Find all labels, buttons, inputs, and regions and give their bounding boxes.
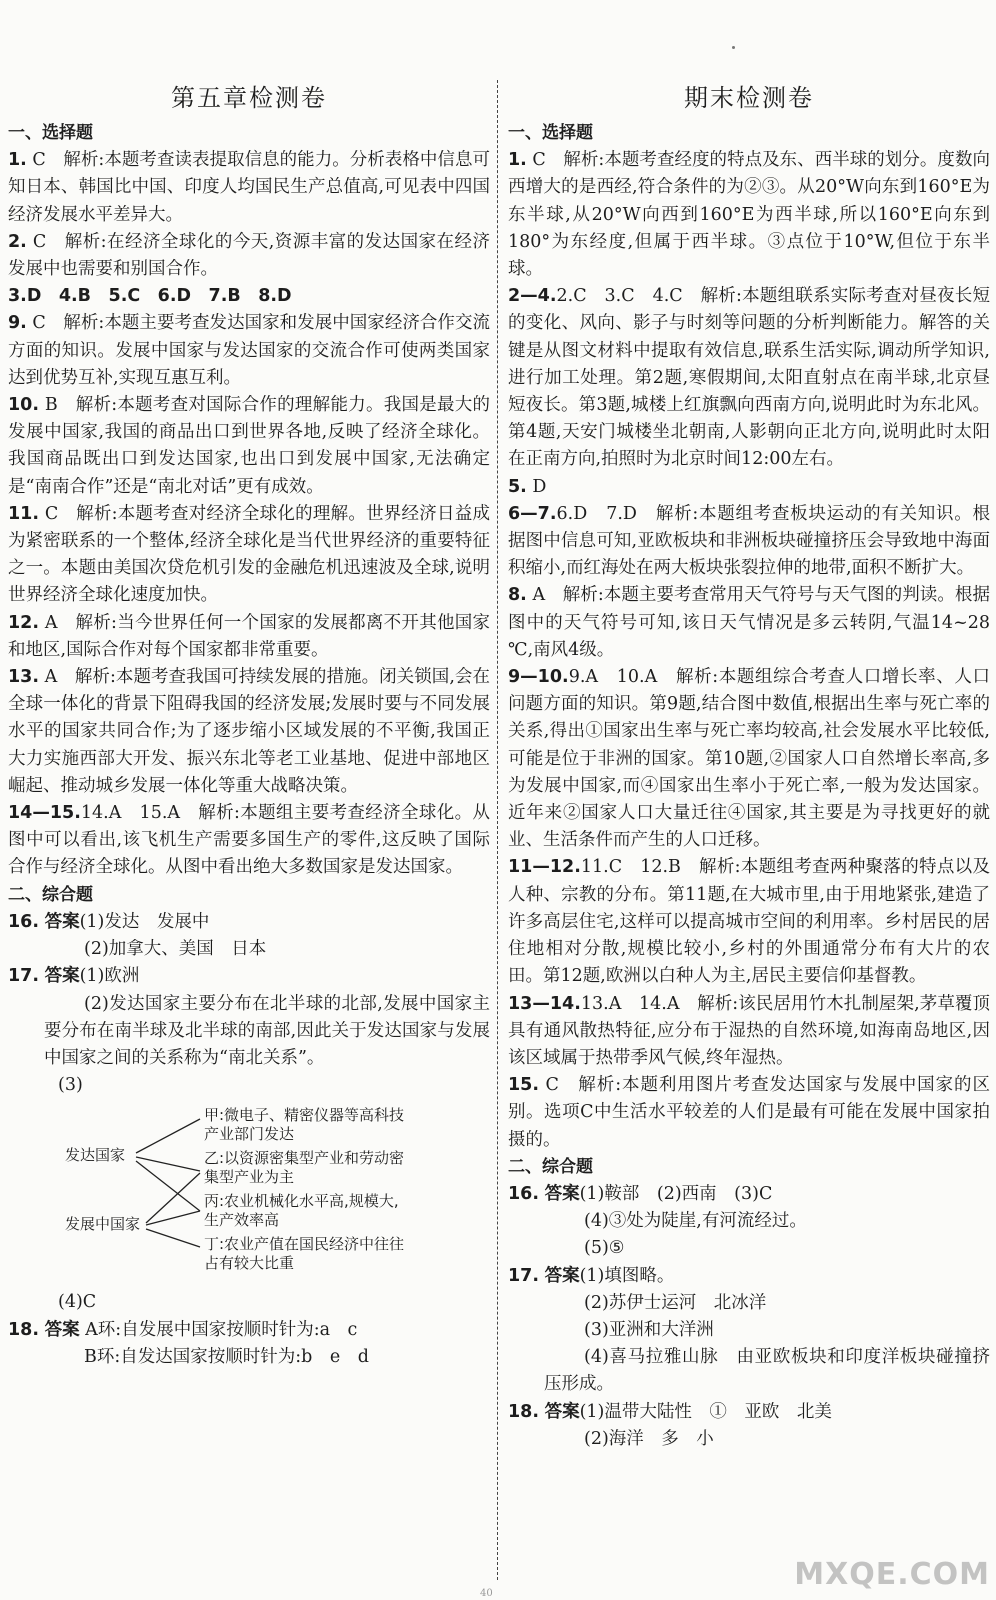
right-column: [508, 78, 990, 1453]
yi-label: 乙:以资源密集型产业和劳动密 集型产业为主: [204, 1149, 405, 1187]
ding-label: 丁:农业产值在国民经济中往往 占有较大比重: [204, 1235, 405, 1273]
left-title: 第五章检测卷: [171, 84, 327, 112]
left-q17-line3: (3): [58, 1075, 83, 1096]
ink-dot: [732, 46, 735, 49]
right-q17-line4: (4)喜马拉雅山脉 由亚欧板块和印度洋板块碰撞挤压形成。: [544, 1347, 990, 1395]
left-q18-line2: B环:自发达国家按顺时针为:b e d: [84, 1346, 369, 1367]
right-item-9-10: 9—10.9.A 10.A 解析:本题组综合考查人口增长率、人口问题方面的知识。第9题,结合图中数值,根据出生率与死亡率的关系,得出①国家出生率与死亡率均较高,社会发展水平比较低,可能是位于非洲的国家。第10题,②国家人口自然增长率高,多为发展中国家,而④国家出生率小于死亡率,一般为发达国家。近年来②国家人口大量迁往④国家,其主要是为寻找更好的就业、生活条件而产生的人口迁移。: [508, 667, 990, 851]
developing-label: 发展中国家: [65, 1215, 141, 1234]
right-section-choice: 一、选择题: [508, 123, 593, 143]
right-item-6-7: 6—7.6.D 7.D 解析:本题组考查板块运动的有关知识。根据图中信息可知,亚欧板块和非洲板块碰撞挤压会导致地中海面积缩小,而红海处在两大板块张裂拉伸的地带,面积不断扩大。: [508, 503, 990, 579]
left-q17: 17. 答案(1)欧洲: [8, 966, 140, 987]
jia-label: 甲:微电子、精密仪器等高科技 产业部门发达: [204, 1106, 405, 1144]
bing-label: 丙:农业机械化水平高,规模大, 生产效率高: [204, 1192, 399, 1230]
watermark-logo: MXQE.COM: [794, 1557, 990, 1592]
right-item-1: 1. C 解析:本题考查经度的特点及东、西半球的划分。度数向西增大的是西经,符合条件的为②③。从20°W向东到160°E为东半球,从20°W向西到160°E为西半球,所以160°E向东到180°为东经度,但属于西半球。③点位于10°W,但位于东半球。: [508, 150, 990, 280]
right-q17: 17. 答案(1)填图略。: [508, 1265, 675, 1286]
left-item-11: 11. C 解析:本题考查对经济全球化的理解。世界经济日益成为紧密联系的一个整体,经济全球化是当代世界经济的重要特征之一。本题由美国次贷危机引发的金融危机迅速波及全球,说明世界经济全球化速度加快。: [8, 503, 490, 606]
left-q17-line2: (2)发达国家主要分布在北半球的北部,发展中国家主要分布在南半球及北半球的南部,因此关于发达国家与发展中国家之间的关系称为“南北关系”。: [44, 993, 490, 1068]
page-number: 40: [480, 1588, 493, 1599]
left-item-12: 12. A 解析:当今世界任何一个国家的发展都离不开其他国家和地区,国际合作对每个国家都非常重要。: [8, 612, 490, 660]
classification-diagram: [8, 1099, 490, 1289]
right-item-5: 5. D: [508, 476, 547, 497]
right-title: 期末检测卷: [684, 84, 814, 112]
left-column: [8, 78, 490, 1371]
left-item-1: 1. C 解析:本题考查读表提取信息的能力。分析表格中信息可知日本、韩国比中国、印度人均国民生产总值高,可见表中四国经济发展水平差异大。: [8, 150, 490, 225]
right-section-comprehensive: 二、综合题: [508, 1156, 593, 1177]
right-q16-line3: (5)⑤: [584, 1238, 625, 1259]
left-q16: 16. 答案(1)发达 发展中: [8, 911, 210, 932]
right-item-13-14: 13—14.13.A 14.A 解析:该民居用竹木扎制屋架,茅草覆顶具有通风散热特征,应分布于湿热的自然环境,如海南岛地区,因该区域属于热带季风气候,终年湿热。: [508, 993, 990, 1068]
left-section-comprehensive: 二、综合题: [8, 884, 93, 905]
left-q17-line4: (4)C: [58, 1292, 97, 1313]
left-q18: 18. 答案 A环:自发展中国家按顺时针为:a c: [8, 1319, 358, 1340]
right-q18-line2: (2)海洋 多 小: [584, 1428, 714, 1449]
column-divider: [497, 80, 498, 1580]
right-item-8: 8. A 解析:本题主要考查常用天气符号与天气图的判读。根据图中的天气符号可知,该日天气情况是多云转阴,气温14~28 ℃,南风4级。: [508, 585, 990, 660]
right-q18: 18. 答案(1)温带大陆性 ① 亚欧 北美: [508, 1401, 832, 1422]
left-item-9: 9. C 解析:本题主要考查发达国家和发展中国家经济合作交流方面的知识。发展中国家与发达国家的交流合作可使两类国家达到优势互补,实现互惠互利。: [8, 313, 490, 388]
right-item-15: 15. C 解析:本题利用图片考查发达国家与发展中国家的区别。选项C中生活水平较差的人们是最有可能在发展中国家拍摄的。: [508, 1075, 990, 1150]
left-item-3-8: 3.D 4.B 5.C 6.D 7.B 8.D: [8, 286, 292, 307]
right-item-11-12: 11—12.11.C 12.B 解析:本题组考查两种聚落的特点以及人种、宗教的分布。第11题,在大城市里,由于用地紧张,建造了许多高层住宅,这样可以提高城市空间的利用率。乡村居民的居住地相对分散,规模比较小,乡村的外围通常分布有大片的农田。第12题,欧洲以白种人为主,居民主要信仰基督教。: [508, 857, 990, 987]
left-item-13: 13. A 解析:本题考查我国可持续发展的措施。闭关锁国,会在全球一体化的背景下阻碍我国的经济发展;发展时要与不同发展水平的国家共同合作;为了逐步缩小区域发展的不平衡,我国正大力实施西部大开发、振兴东北等老工业基地、促进中部地区崛起、推动城乡发展一体化等重大战略决策。: [8, 667, 490, 796]
left-item-2: 2. C 解析:在经济全球化的今天,资源丰富的发达国家在经济发展中也需要和别国合作。: [8, 231, 490, 280]
left-item-14-15: 14—15.14.A 15.A 解析:本题组主要考查经济全球化。从图中可以看出,该飞机生产需要多国生产的零件,这反映了国际合作与经济全球化。从图中看出绝大多数国家是发达国家。: [8, 803, 490, 878]
developed-label: 发达国家: [65, 1146, 126, 1165]
right-q17-line2: (2)苏伊士运河 北冰洋: [584, 1292, 767, 1313]
right-q16-line2: (4)③处为陡崖,有河流经过。: [584, 1211, 807, 1232]
right-item-2-4: 2—4.2.C 3.C 4.C 解析:本题组联系实际考查对昼夜长短的变化、风向、影子与时刻等问题的分析判断能力。解答的关键是从图文材料中提取有效信息,联系生活实际,调动所学知识,进行加工处理。第2题,寒假期间,太阳直射点在南半球,北京昼短夜长。第3题,城楼上红旗飘向西南方向,说明此时为东北风。第4题,天安门城楼坐北朝南,人影朝向正北方向,说明此时太阳在正南方向,拍照时为北京时间12:00左右。: [508, 286, 990, 470]
left-item-10: 10. B 解析:本题考查对国际合作的理解能力。我国是最大的发展中国家,我国的商品出口到世界各地,反映了经济全球化。我国商品既出口到发达国家,也出口到发展中国家,无法确定是“南南合作”还是“南北对话”更有成效。: [8, 395, 490, 497]
left-q16-line2: (2)加拿大、美国 日本: [84, 939, 267, 960]
right-q16: 16. 答案(1)鞍部 (2)西南 (3)C: [508, 1183, 773, 1204]
right-q17-line3: (3)亚洲和大洋洲: [584, 1319, 714, 1340]
left-section-choice: 一、选择题: [8, 123, 93, 143]
